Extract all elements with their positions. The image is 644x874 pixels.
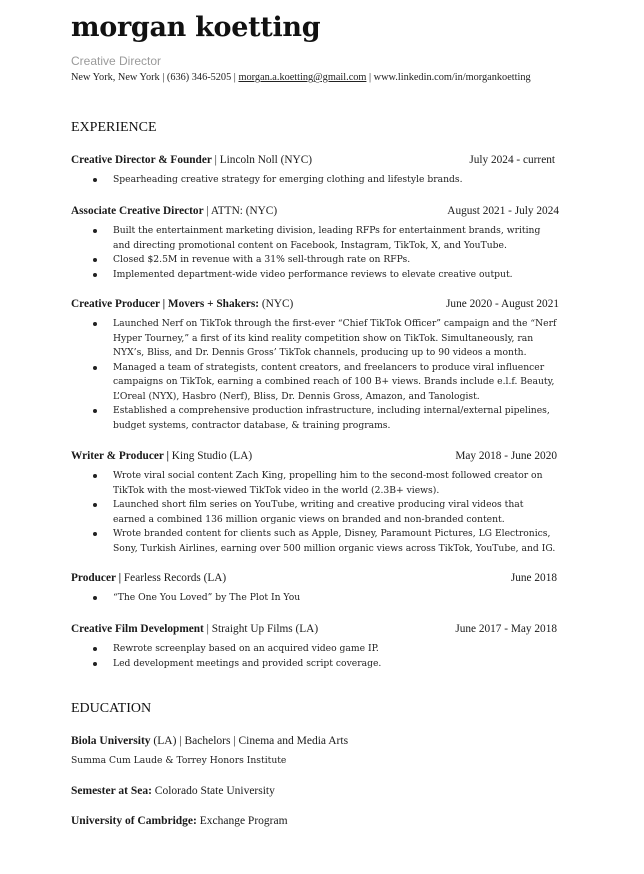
resume-page <box>71 10 571 85</box>
bullet-item: Built the entertainment marketing division, leading RFPs for entertainment brands, writing and directing promotional content on Facebook, Instagram, TikTok, X, and YouTube. <box>71 224 559 253</box>
bullet-item: Spearheading creative strategy for emerging clothing and lifestyle brands. <box>71 173 555 188</box>
job-title: Writer & Producer | <box>71 450 169 462</box>
job-dates: June 2020 - August 2021 <box>446 298 559 310</box>
education-detail: Colorado State University <box>151 785 275 797</box>
education-school: Semester at Sea: <box>71 785 152 797</box>
education-line <box>71 784 275 799</box>
candidate-role: Creative Director <box>71 54 162 68</box>
education-line <box>71 734 348 749</box>
job-bullets <box>71 173 555 188</box>
education-line <box>71 814 288 829</box>
job-bullets <box>71 591 557 606</box>
bullet-item: Managed a team of strategists, content creators, and freelancers to produce viral influencer campaigns on TikTok, earning a combined reach of 100 B+ views. Brands include e.l.f. Beauty, L’Oreal (NYX), Hasbro (Nerf), Bliss, Dr. Dennis Gross, Amazon, and Tanologist. <box>71 361 559 405</box>
contact-line <box>71 71 571 85</box>
job-bullets <box>71 469 557 556</box>
job-bullets <box>71 224 559 282</box>
bullet-item: Launched Nerf on TikTok through the first-ever “Chief TikTok Officer” campaign and the “Nerf Hyper Tourney,” a first of its kind reality competition show on TikTok. Simultaneously, ran NYX’s, Bliss, and Dr. Dennis Gross’ TikTok channels, producing up to 90 videos a month. <box>71 317 559 361</box>
job-bullets <box>71 317 559 433</box>
bullet-item: Closed $2.5M in revenue with a 31% sell-through rate on RFPs. <box>71 253 559 268</box>
education-entry <box>71 814 288 829</box>
job-dates: June 2018 <box>510 572 557 584</box>
experience-heading: EXPERIENCE <box>71 120 157 135</box>
education-honors: Summa Cum Laude & Torrey Honors Institute <box>71 755 287 766</box>
job-title: Creative Film Development <box>71 623 204 635</box>
job-entry <box>71 571 557 606</box>
job-org: | Lincoln Noll (NYC) <box>211 154 313 166</box>
job-header <box>71 297 559 312</box>
job-title: Creative Director & Founder <box>71 154 212 166</box>
job-org: | ATTN: (NYC) <box>203 205 278 217</box>
contact-suffix: | www.linkedin.com/in/morgankoetting <box>366 72 531 83</box>
job-entry <box>71 449 557 556</box>
job-title: Associate Creative Director <box>71 205 204 217</box>
job-org: King Studio (LA) <box>168 450 253 462</box>
bullet-item: Implemented department-wide video performance reviews to elevate creative output. <box>71 268 559 283</box>
bullet-item: Rewrote screenplay based on an acquired video game IP. <box>71 642 557 657</box>
education-school: Biola University <box>71 735 151 747</box>
job-dates: May 2018 - June 2020 <box>455 450 557 462</box>
job-org: Fearless Records (LA) <box>121 572 227 584</box>
job-entry <box>71 204 559 282</box>
job-bullets <box>71 642 557 671</box>
contact-prefix: New York, New York | (636) 346-5205 | <box>71 72 239 83</box>
job-entry <box>71 297 559 433</box>
education-heading: EDUCATION <box>71 701 152 716</box>
education-detail: Exchange Program <box>196 815 288 827</box>
bullet-item: Launched short film series on YouTube, writing and creative producing viral videos that earned a combined 136 million organic views on branded and non-branded content. <box>71 498 557 527</box>
job-header <box>71 449 557 464</box>
candidate-name: morgan koetting <box>71 12 321 43</box>
job-dates: June 2017 - May 2018 <box>455 623 557 635</box>
job-dates: August 2021 - July 2024 <box>447 205 559 217</box>
job-entry <box>71 153 555 188</box>
bullet-item: Wrote viral social content Zach King, propelling him to the second-most followed creator on TikTok with the most-viewed TikTok video in the world (2.3B+ views). <box>71 469 557 498</box>
job-title: Producer | <box>71 572 122 584</box>
job-header <box>71 571 557 586</box>
email-link[interactable]: morgan.a.koetting@gmail.com <box>238 72 367 83</box>
bullet-item: “The One You Loved” by The Plot In You <box>71 591 557 606</box>
job-org: (NYC) <box>259 298 294 310</box>
job-title: Creative Producer | Movers + Shakers: <box>71 298 260 310</box>
job-header <box>71 204 559 219</box>
bullet-item: Wrote branded content for clients such as Apple, Disney, Paramount Pictures, LG Electronics, Sony, Turkish Airlines, earning over 500 million organic views across TikTok, YouTube, and IG. <box>71 527 557 556</box>
bullet-item: Established a comprehensive production infrastructure, including internal/external pipelines, budget systems, contractor database, & training programs. <box>71 404 559 433</box>
education-school: University of Cambridge: <box>71 815 197 827</box>
job-header <box>71 622 557 637</box>
job-header <box>71 153 555 168</box>
education-entry <box>71 734 348 768</box>
education-entry <box>71 784 275 799</box>
bullet-item: Led development meetings and provided script coverage. <box>71 657 557 672</box>
job-dates: July 2024 - current <box>469 154 555 166</box>
education-detail: (LA) | Bachelors | Cinema and Media Arts <box>150 735 349 747</box>
job-entry <box>71 622 557 671</box>
job-org: | Straight Up Films (LA) <box>203 623 319 635</box>
